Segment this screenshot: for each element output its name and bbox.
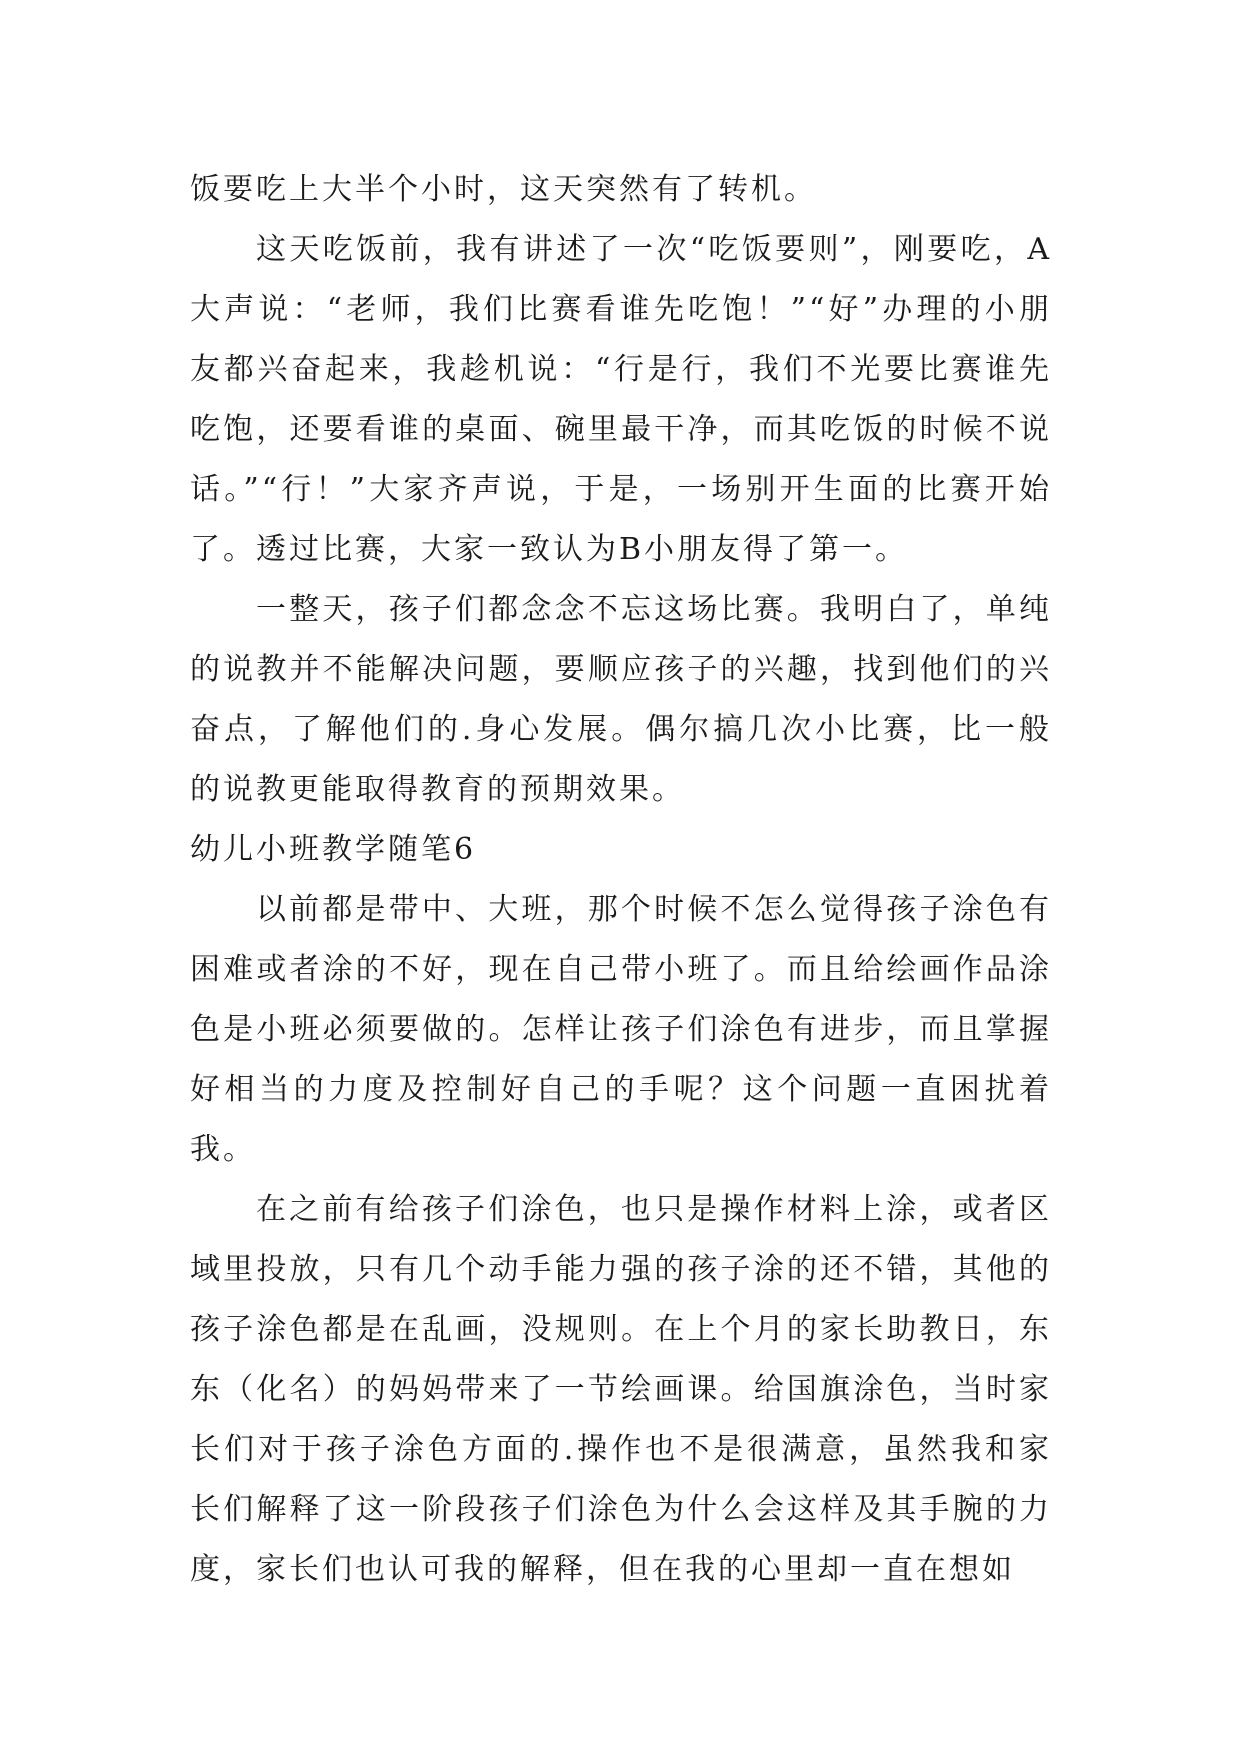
paragraph-reflection: 一整天，孩子们都念念不忘这场比赛。我明白了，单纯的说教并不能解决问题，要顺应孩子的兴趣，找到他们的兴奋点，了解他们的.身心发展。偶尔搞几次小比赛，比一般的说教更能取得教育的预期效果。 [190,592,1052,807]
paragraph-continuation: 饭要吃上大半个小时，这天突然有了转机。 [190,172,817,207]
paragraph-eating-contest: 这天吃饭前，我有讲述了一次“吃饭要则”，刚要吃，A大声说：“老师，我们比赛看谁先吃饱！”“好”办理的小朋友都兴奋起来，我趁机说：“行是行，我们不光要比赛谁先吃饱，还要看谁的桌面、碗里最干净，而其吃饭的时候不说话。”“行！”大家齐声说，于是，一场别开生面的比赛开始了。透过比赛，大家一致认为B小朋友得了第一。 [190,232,1052,567]
paragraph-coloring-intro: 以前都是带中、大班，那个时候不怎么觉得孩子涂色有困难或者涂的不好，现在自己带小班了。而且给绘画作品涂色是小班必须要做的。怎样让孩子们涂色有进步，而且掌握好相当的力度及控制好自己的手呢？这个问题一直困扰着我。 [190,892,1052,1167]
paragraph-coloring-story: 在之前有给孩子们涂色，也只是操作材料上涂，或者区域里投放，只有几个动手能力强的孩子涂的还不错，其他的孩子涂色都是在乱画，没规则。在上个月的家长助教日，东东（化名）的妈妈带来了一节绘画课。给国旗涂色，当时家长们对于孩子涂色方面的.操作也不是很满意，虽然我和家长们解释了这一阶段孩子们涂色为什么会这样及其手腕的力度，家长们也认可我的解释，但在我的心里却一直在想如 [190,1192,1052,1587]
section-heading: 幼儿小班教学随笔6 [190,832,477,867]
document-body [190,160,1052,1600]
